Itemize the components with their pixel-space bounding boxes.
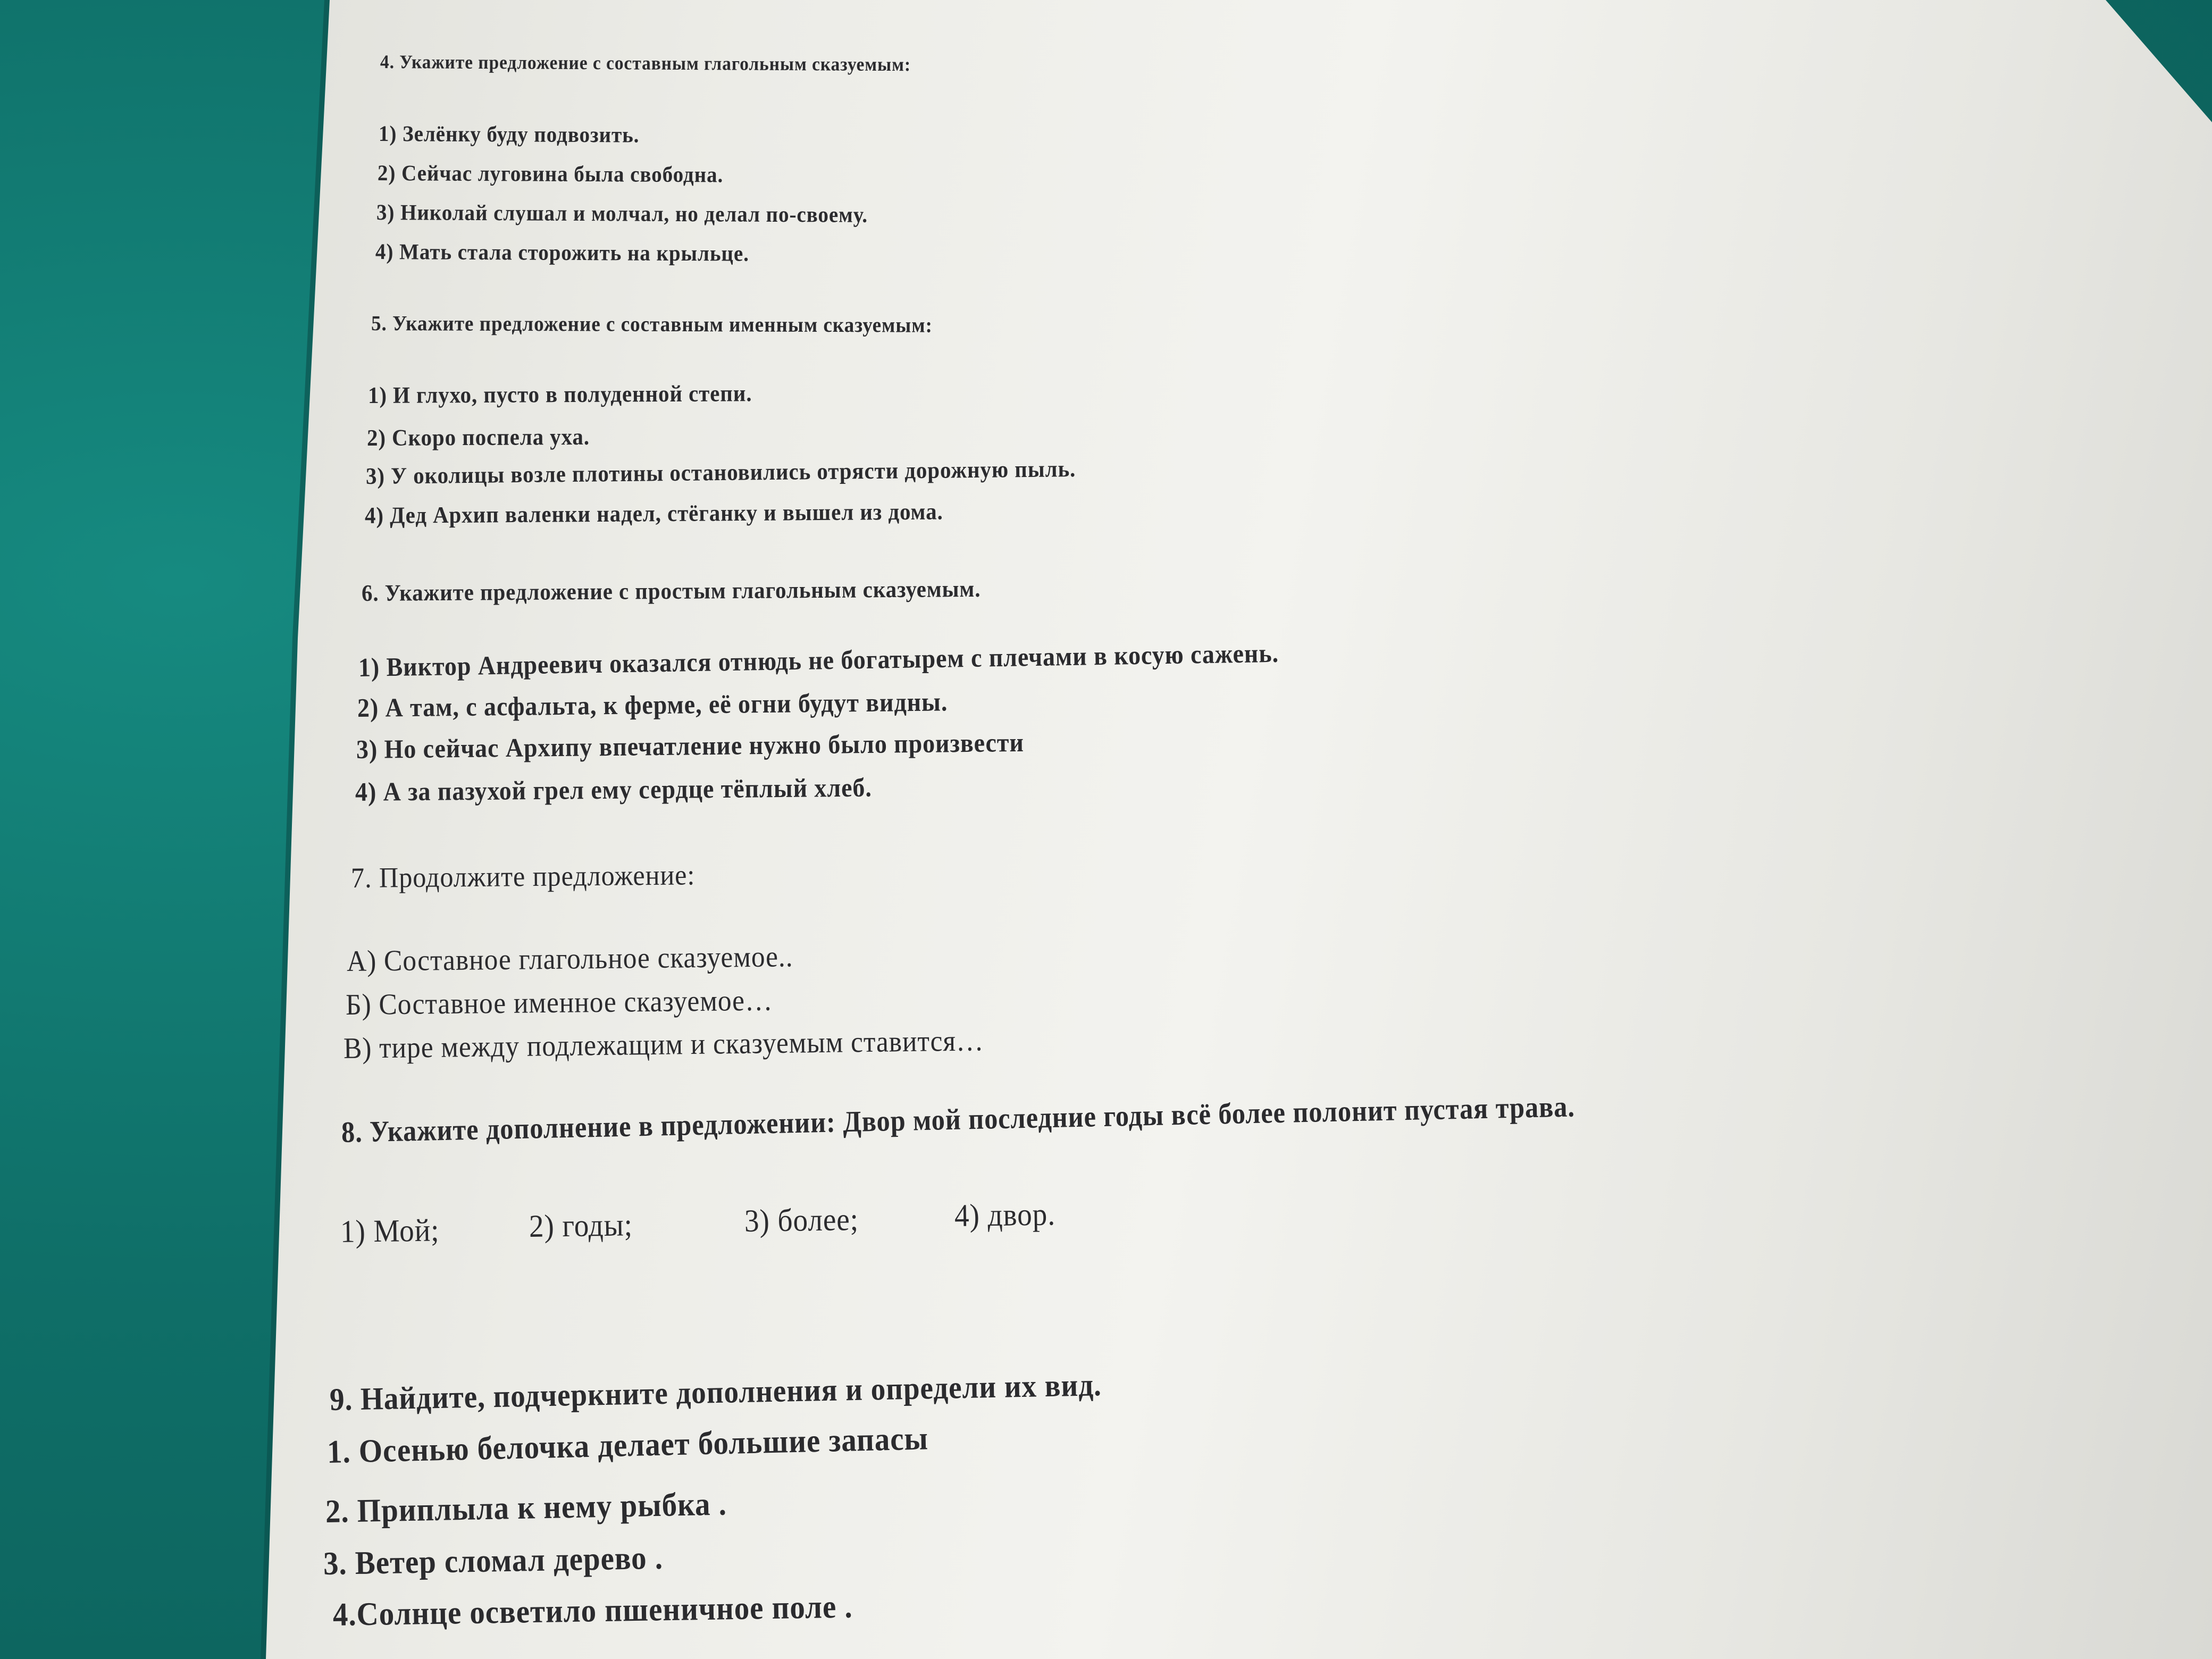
question-5-option-1: 1) И глухо, пусто в полуденной степи. xyxy=(367,380,752,408)
question-8-option-1: 1) Мой; xyxy=(340,1212,440,1249)
question-6-title: 6. Укажите предложение с простым глагольным сказуемым. xyxy=(361,575,981,606)
question-5-option-3: 3) У околицы возле плотины остановились отрясти дорожную пыль. xyxy=(365,456,1076,489)
question-8-option-4: 4) двор. xyxy=(954,1196,1056,1233)
question-6-option-2: 2) А там, с асфальта, к ферме, её огни будут видны. xyxy=(357,686,948,723)
question-9-title: 9. Найдите, подчеркните дополнения и определи их вид. xyxy=(329,1367,1102,1417)
question-9-item-4: 4.Солнце осветило пшеничное поле . xyxy=(332,1588,853,1633)
question-9-item-2: 2. Приплыла к нему рыбка . xyxy=(325,1486,727,1530)
question-6-option-4: 4) А за пазухой грел ему сердце тёплый хлеб. xyxy=(355,772,872,807)
question-5-title: 5. Укажите предложение с составным именным сказуемым: xyxy=(371,311,933,337)
question-7-title: 7. Продолжите предложение: xyxy=(350,859,696,894)
question-7-option-b: Б) Составное именное сказуемое… xyxy=(345,984,773,1021)
question-9-item-3: 3. Ветер сломал дерево . xyxy=(323,1539,664,1582)
question-6-option-3: 3) Но сейчас Архипу впечатление нужно было произвести xyxy=(356,727,1025,764)
question-8-option-2: 2) годы; xyxy=(529,1207,633,1244)
question-5-option-4: 4) Дед Архип валенки надел, стёганку и вышел из дома. xyxy=(364,498,943,529)
question-7-option-c: В) тире между подлежащим и сказуемым ставится… xyxy=(343,1024,984,1065)
question-9-item-1: 1. Осенью белочка делает большие запасы xyxy=(326,1420,929,1470)
question-6-option-1: 1) Виктор Андреевич оказался отнюдь не богатырем с плечами в косую сажень. xyxy=(358,638,1279,682)
question-4-option-1: 1) Зелёнку буду подвозить. xyxy=(378,122,640,148)
question-5-option-2: 2) Скоро поспела уха. xyxy=(366,423,590,451)
question-8-option-3: 3) более; xyxy=(744,1202,859,1238)
question-4-option-3: 3) Николай слушал и молчал, но делал по-своему. xyxy=(376,200,868,228)
question-4-option-4: 4) Мать стала сторожить на крыльце. xyxy=(375,240,750,266)
question-8-title: 8. Укажите дополнение в предложении: Двор мой последние годы всё более полонит пустая трава. xyxy=(341,1090,1576,1149)
question-4-option-2: 2) Сейчас луговина была свободна. xyxy=(377,161,724,188)
question-4-title: 4. Укажите предложение с составным глагольным сказуемым: xyxy=(380,51,911,76)
question-7-option-a: А) Составное глагольное сказуемое.. xyxy=(346,940,793,978)
